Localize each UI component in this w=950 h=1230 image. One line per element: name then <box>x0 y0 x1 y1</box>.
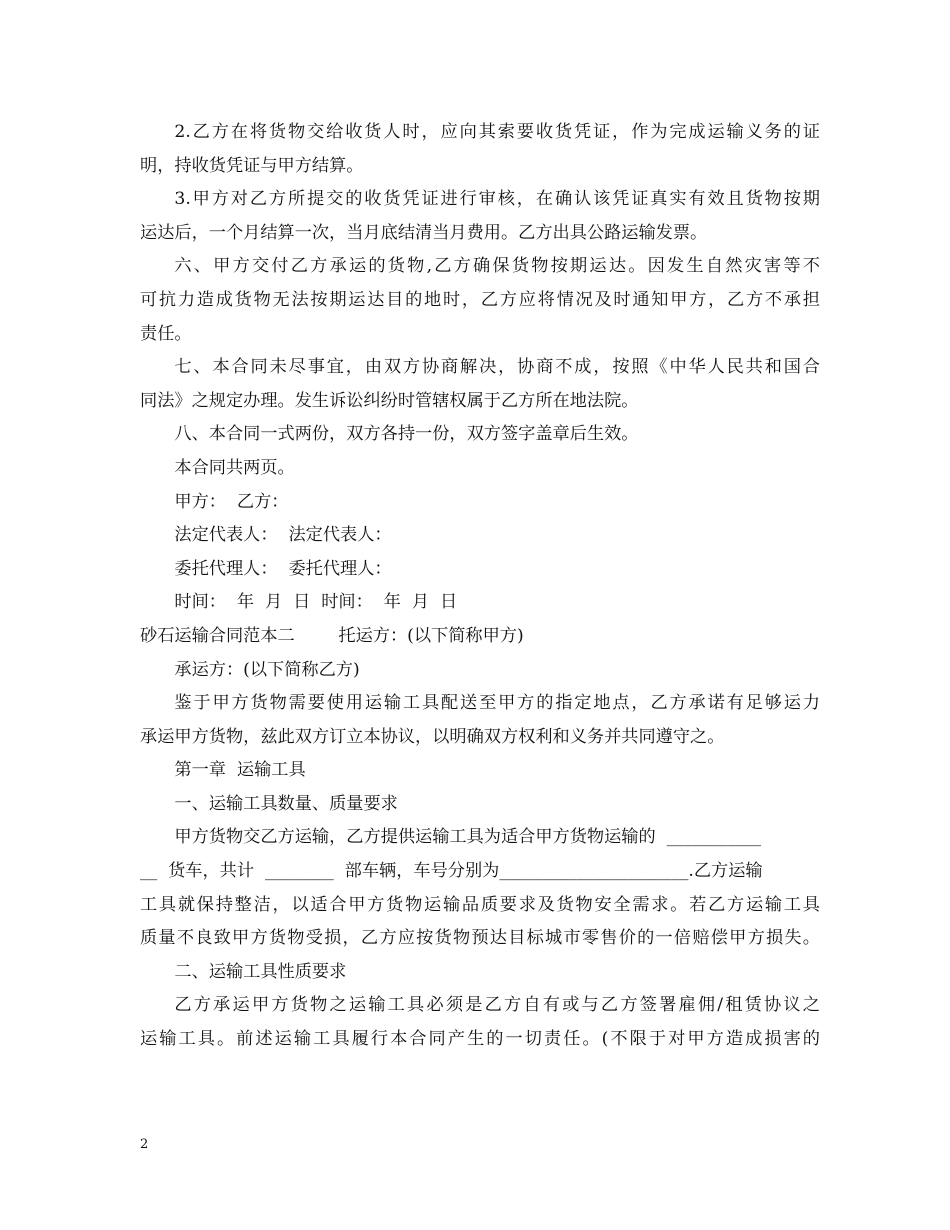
paragraph-line: __ 货车，共计 ________ 部车辆，车号分别为______________________.乙方运输 <box>140 861 763 882</box>
paragraph-line: 本合同共两页。 <box>174 457 295 478</box>
signature-agent-line: 委托代理人： 委托代理人： <box>174 558 392 579</box>
paragraph-line: 2.乙方在将货物交给收货人时，应向其索要收货凭证，作为完成运输义务的证 <box>174 122 820 142</box>
paragraph-line: 承运方：(以下简称乙方) <box>174 659 360 680</box>
paragraph-line: 八、本合同一式两份，双方各持一份，双方签字盖章后生效。 <box>174 424 639 445</box>
paragraph-line: 3.甲方对乙方所提交的收货凭证进行审核，在确认该凭证真实有效且货物按期 <box>174 189 820 210</box>
paragraph-line: 运输工具。前述运输工具履行本合同产生的一切责任。(不限于对甲方造成损害的 <box>140 1029 820 1050</box>
paragraph-line: 承运甲方货物，兹此双方订立本协议，以明确双方权利和义务并共同遵守之。 <box>140 726 725 747</box>
chapter-heading: 第一章 运输工具 <box>174 760 306 781</box>
paragraph-line: 六、甲方交付乙方承运的货物,乙方确保货物按期运达。因发生自然灾害等不 <box>174 256 820 277</box>
paragraph-line: 责任。 <box>140 323 192 344</box>
section-title-line: 砂石运输合同范本二 托运方：(以下简称甲方) <box>140 625 524 646</box>
paragraph-line: 鉴于甲方货物需要使用运输工具配送至甲方的指定地点，乙方承诺有足够运力 <box>174 693 820 714</box>
page-number: 2 <box>140 1137 149 1152</box>
paragraph-line: 甲方货物交乙方运输，乙方提供运输工具为适合甲方货物运输的 ___________ <box>174 827 762 848</box>
paragraph-line: 同法》之规定办理。发生诉讼纠纷时管辖权属于乙方所在地法院。 <box>140 390 639 411</box>
paragraph-line: 工具就保持整洁，以适合甲方货物运输品质要求及货物安全需求。若乙方运输工具 <box>140 894 820 915</box>
paragraph-line: 质量不良致甲方货物受损，乙方应按货物预达目标城市零售价的一倍赔偿甲方损失。 <box>140 928 820 949</box>
paragraph-line: 乙方承运甲方货物之运输工具必须是乙方自有或与乙方签署雇佣/租赁协议之 <box>174 995 820 1016</box>
signature-date-line: 时间： 年 月 日 时间： 年 月 日 <box>174 592 458 613</box>
paragraph-line: 明，持收货凭证与甲方结算。 <box>140 155 364 176</box>
signature-party-line: 甲方： 乙方： <box>174 491 289 512</box>
paragraph-line: 可抗力造成货物无法按期运达目的地时，乙方应将情况及时通知甲方，乙方不承担 <box>140 289 820 310</box>
clause-heading: 一、运输工具数量、质量要求 <box>174 793 398 814</box>
clause-heading: 二、运输工具性质要求 <box>174 961 347 982</box>
paragraph-line: 七、本合同未尽事宜，由双方协商解决，协商不成，按照《中华人民共和国合 <box>174 357 820 378</box>
paragraph-line: 运达后，一个月结算一次，当月底结清当月费用。乙方出具公路运输发票。 <box>140 222 708 243</box>
signature-representative-line: 法定代表人： 法定代表人： <box>174 525 392 546</box>
document-body <box>140 116 820 1057</box>
